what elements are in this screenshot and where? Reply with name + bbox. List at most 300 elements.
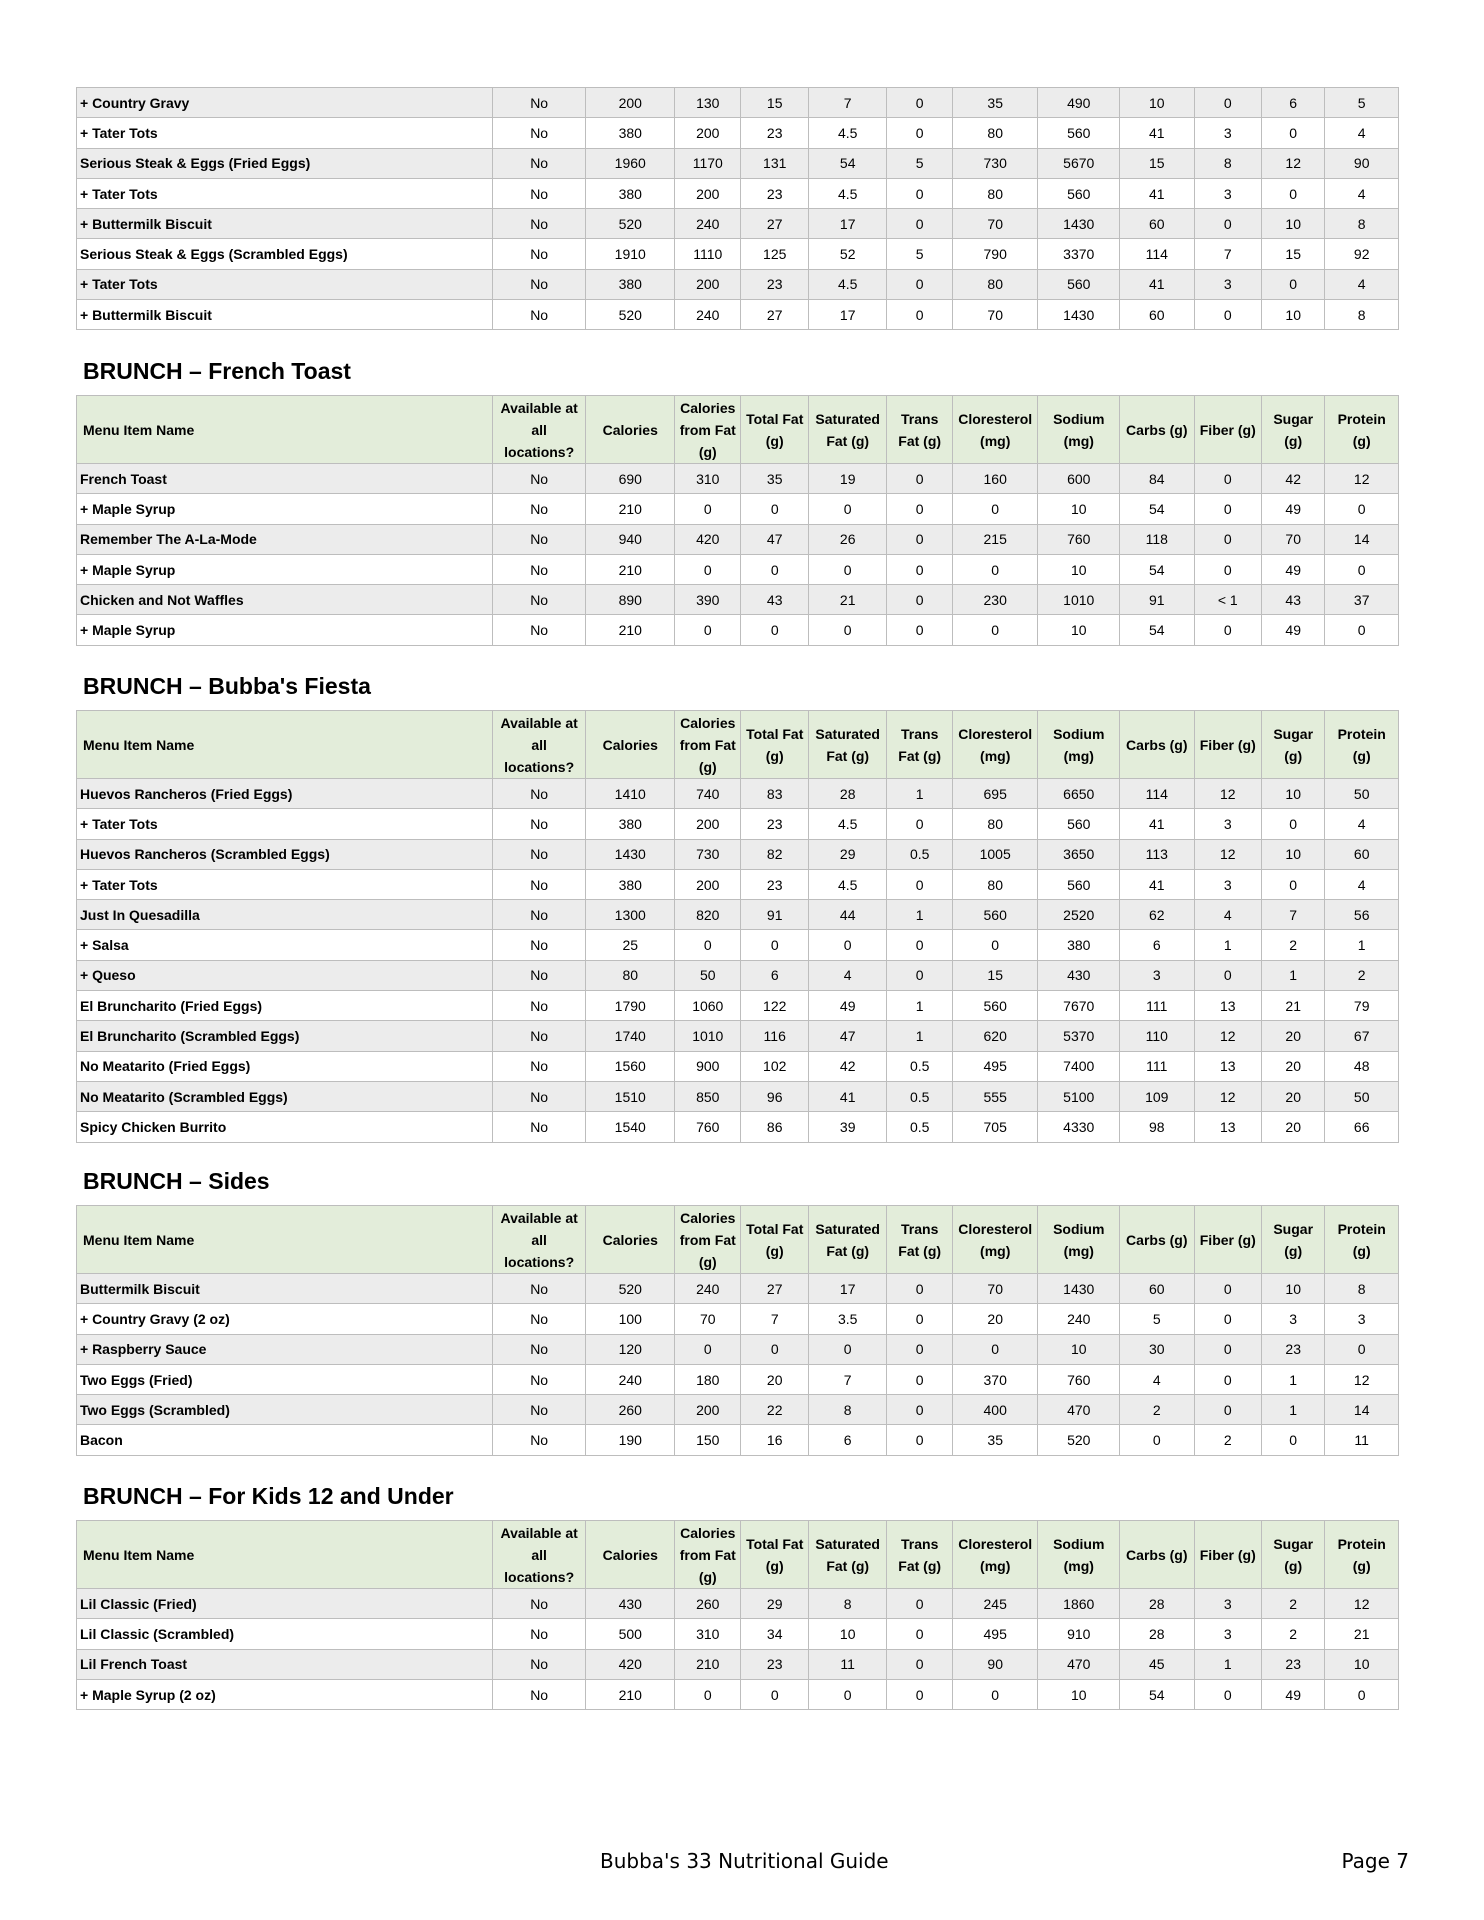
nutrition-value: 49 <box>808 991 887 1021</box>
nutrition-value: 0 <box>1194 1679 1261 1709</box>
nutrition-value: 1 <box>1261 960 1324 990</box>
menu-item-name: + Maple Syrup <box>77 615 493 645</box>
nutrition-value: 23 <box>741 1649 808 1679</box>
column-header: Total Fat (g) <box>741 1206 808 1274</box>
nutrition-value: 3 <box>1120 960 1195 990</box>
nutrition-value: 10 <box>1038 1334 1120 1364</box>
nutrition-value: 1430 <box>1038 209 1120 239</box>
nutrition-value: 560 <box>1038 118 1120 148</box>
nutrition-value: No <box>492 1021 586 1051</box>
nutrition-value: 37 <box>1325 585 1399 615</box>
table-row <box>77 524 1399 554</box>
table-row <box>77 1619 1399 1649</box>
nutrition-value: No <box>492 1364 586 1394</box>
menu-item-name: El Bruncharito (Scrambled Eggs) <box>77 1021 493 1051</box>
nutrition-value: 4 <box>1325 869 1399 899</box>
nutrition-value: 60 <box>1325 839 1399 869</box>
column-header: Menu Item Name <box>77 1206 493 1274</box>
nutrition-value: 1430 <box>1038 1274 1120 1304</box>
nutrition-value: 0 <box>1120 1425 1195 1455</box>
nutrition-value: 17 <box>808 209 887 239</box>
column-header: Sodium (mg) <box>1038 396 1120 464</box>
nutrition-value: 0 <box>1194 554 1261 584</box>
nutrition-value: 0 <box>808 1679 887 1709</box>
nutrition-value: 380 <box>586 269 675 299</box>
nutrition-value: No <box>492 900 586 930</box>
nutrition-value: 29 <box>808 839 887 869</box>
nutrition-value: 12 <box>1325 1364 1399 1394</box>
nutrition-value: 62 <box>1120 900 1195 930</box>
nutrition-value: 79 <box>1325 991 1399 1021</box>
nutrition-value: 0 <box>808 615 887 645</box>
menu-item-name: + Tater Tots <box>77 869 493 899</box>
menu-item-name: No Meatarito (Scrambled Eggs) <box>77 1081 493 1111</box>
nutrition-value: 4 <box>1325 118 1399 148</box>
nutrition-value: 23 <box>1261 1334 1324 1364</box>
nutrition-value: 44 <box>808 900 887 930</box>
nutrition-value: 2 <box>1261 930 1324 960</box>
nutrition-value: 1110 <box>675 239 741 269</box>
nutrition-value: 560 <box>1038 869 1120 899</box>
nutrition-value: 12 <box>1325 1589 1399 1619</box>
nutrition-value: 0 <box>741 554 808 584</box>
nutrition-value: 0 <box>887 178 952 208</box>
section-title: BRUNCH – For Kids 12 and Under <box>83 1483 454 1509</box>
table-row <box>77 269 1399 299</box>
nutrition-value: 60 <box>1120 209 1195 239</box>
nutrition-value: 1 <box>1325 930 1399 960</box>
nutrition-value: 23 <box>741 869 808 899</box>
nutrition-value: 7 <box>1261 900 1324 930</box>
nutrition-value: 35 <box>952 88 1038 118</box>
nutrition-value: 114 <box>1120 239 1195 269</box>
nutrition-value: 0 <box>952 554 1038 584</box>
nutrition-value: No <box>492 1679 586 1709</box>
nutrition-value: 0 <box>887 1649 952 1679</box>
nutrition-value: 0 <box>887 1334 952 1364</box>
nutrition-value: 560 <box>952 991 1038 1021</box>
nutrition-value: 80 <box>952 178 1038 208</box>
nutrition-value: No <box>492 1649 586 1679</box>
nutrition-value: 0.5 <box>887 1112 952 1142</box>
nutrition-value: 0 <box>887 1679 952 1709</box>
nutrition-value: No <box>492 1081 586 1111</box>
menu-item-name: Two Eggs (Fried) <box>77 1364 493 1394</box>
nutrition-value: 10 <box>808 1619 887 1649</box>
nutrition-value: 0 <box>887 1274 952 1304</box>
nutrition-value: 17 <box>808 1274 887 1304</box>
nutrition-value: 1910 <box>586 239 675 269</box>
nutrition-value: 210 <box>586 494 675 524</box>
nutrition-value: 10 <box>1120 88 1195 118</box>
nutrition-value: 0 <box>741 494 808 524</box>
nutrition-value: 116 <box>741 1021 808 1051</box>
nutrition-value: 1060 <box>675 991 741 1021</box>
nutrition-value: 470 <box>1038 1649 1120 1679</box>
nutrition-value: 10 <box>1038 554 1120 584</box>
nutrition-value: 41 <box>1120 809 1195 839</box>
nutrition-value: 6 <box>741 960 808 990</box>
menu-item-name: Bacon <box>77 1425 493 1455</box>
nutrition-value: 310 <box>675 1619 741 1649</box>
nutrition-value: 0 <box>887 1304 952 1334</box>
nutrition-value: 110 <box>1120 1021 1195 1051</box>
nutrition-value: 0 <box>741 1679 808 1709</box>
nutrition-value: 1860 <box>1038 1589 1120 1619</box>
table-row <box>77 839 1399 869</box>
column-header: Available at all locations? <box>492 1206 586 1274</box>
nutrition-value: 8 <box>808 1395 887 1425</box>
nutrition-value: 0 <box>675 615 741 645</box>
nutrition-value: 0 <box>887 554 952 584</box>
nutrition-value: 10 <box>1261 1274 1324 1304</box>
nutrition-value: 41 <box>1120 869 1195 899</box>
nutrition-value: No <box>492 88 586 118</box>
nutrition-value: 730 <box>675 839 741 869</box>
menu-item-name: + Queso <box>77 960 493 990</box>
nutrition-value: 2 <box>1261 1619 1324 1649</box>
table-row <box>77 178 1399 208</box>
nutrition-value: 790 <box>952 239 1038 269</box>
nutrition-value: 3 <box>1194 869 1261 899</box>
nutrition-value: 0.5 <box>887 1081 952 1111</box>
column-header: Available at all locations? <box>492 396 586 464</box>
nutrition-value: 240 <box>675 300 741 330</box>
nutrition-value: 0 <box>1325 494 1399 524</box>
nutrition-value: 3 <box>1194 809 1261 839</box>
menu-item-name: + Maple Syrup (2 oz) <box>77 1679 493 1709</box>
nutrition-table <box>76 395 1399 646</box>
nutrition-value: 90 <box>952 1649 1038 1679</box>
nutrition-value: 0 <box>887 1395 952 1425</box>
nutrition-value: 16 <box>741 1425 808 1455</box>
nutrition-value: 760 <box>675 1112 741 1142</box>
nutrition-value: 245 <box>952 1589 1038 1619</box>
table-header-row <box>77 1206 1399 1274</box>
nutrition-value: 0 <box>1325 615 1399 645</box>
nutrition-table <box>76 1205 1399 1456</box>
nutrition-value: 900 <box>675 1051 741 1081</box>
nutrition-value: 21 <box>1325 1619 1399 1649</box>
column-header: Calories <box>586 711 675 779</box>
nutrition-value: 0 <box>1194 1334 1261 1364</box>
nutrition-value: 215 <box>952 524 1038 554</box>
nutrition-value: 0 <box>887 960 952 990</box>
table-row <box>77 779 1399 809</box>
nutrition-value: No <box>492 300 586 330</box>
nutrition-value: 5 <box>1325 88 1399 118</box>
menu-item-name: Lil French Toast <box>77 1649 493 1679</box>
nutrition-value: 200 <box>675 118 741 148</box>
nutrition-value: 1430 <box>586 839 675 869</box>
nutrition-value: 45 <box>1120 1649 1195 1679</box>
nutrition-value: 1 <box>887 779 952 809</box>
nutrition-value: 70 <box>675 1304 741 1334</box>
table-row <box>77 1081 1399 1111</box>
nutrition-value: 520 <box>586 1274 675 1304</box>
nutrition-value: 90 <box>1325 148 1399 178</box>
nutrition-value: 1 <box>887 1021 952 1051</box>
column-header: Menu Item Name <box>77 711 493 779</box>
nutrition-value: 28 <box>808 779 887 809</box>
nutrition-value: < 1 <box>1194 585 1261 615</box>
nutrition-value: 890 <box>586 585 675 615</box>
table-row <box>77 900 1399 930</box>
table-row <box>77 300 1399 330</box>
nutrition-value: 1010 <box>675 1021 741 1051</box>
table-row <box>77 615 1399 645</box>
nutrition-value: 4.5 <box>808 269 887 299</box>
column-header: Sugar (g) <box>1261 711 1324 779</box>
nutrition-value: 15 <box>952 960 1038 990</box>
nutrition-value: 60 <box>1120 1274 1195 1304</box>
column-header: Total Fat (g) <box>741 396 808 464</box>
nutrition-value: 125 <box>741 239 808 269</box>
nutrition-value: 0 <box>887 209 952 239</box>
menu-item-name: French Toast <box>77 464 493 494</box>
nutrition-value: 50 <box>675 960 741 990</box>
nutrition-value: 8 <box>1325 209 1399 239</box>
nutrition-value: 1540 <box>586 1112 675 1142</box>
nutrition-value: 520 <box>586 209 675 239</box>
nutrition-value: 50 <box>1325 779 1399 809</box>
nutrition-value: 70 <box>1261 524 1324 554</box>
menu-item-name: + Buttermilk Biscuit <box>77 300 493 330</box>
nutrition-value: 12 <box>1261 148 1324 178</box>
nutrition-value: 4.5 <box>808 809 887 839</box>
column-header: Trans Fat (g) <box>887 396 952 464</box>
nutrition-value: 35 <box>952 1425 1038 1455</box>
column-header: Saturated Fat (g) <box>808 396 887 464</box>
table-row <box>77 1589 1399 1619</box>
nutrition-value: No <box>492 1619 586 1649</box>
nutrition-value: 66 <box>1325 1112 1399 1142</box>
nutrition-value: 8 <box>1325 300 1399 330</box>
nutrition-value: No <box>492 464 586 494</box>
menu-item-name: + Tater Tots <box>77 809 493 839</box>
menu-item-name: + Maple Syrup <box>77 554 493 584</box>
nutrition-value: 200 <box>675 269 741 299</box>
nutrition-value: 0 <box>741 615 808 645</box>
nutrition-value: 12 <box>1194 1081 1261 1111</box>
nutrition-value: 70 <box>952 300 1038 330</box>
nutrition-value: 2 <box>1120 1395 1195 1425</box>
nutrition-value: 0 <box>952 1679 1038 1709</box>
nutrition-value: 5370 <box>1038 1021 1120 1051</box>
nutrition-value: 54 <box>1120 554 1195 584</box>
nutrition-value: No <box>492 1304 586 1334</box>
nutrition-value: 113 <box>1120 839 1195 869</box>
column-header: Carbs (g) <box>1120 1521 1195 1589</box>
nutrition-value: 54 <box>1120 494 1195 524</box>
table-row <box>77 869 1399 899</box>
column-header: Saturated Fat (g) <box>808 1521 887 1589</box>
nutrition-value: 3 <box>1194 1589 1261 1619</box>
nutrition-value: 200 <box>586 88 675 118</box>
nutrition-value: 2520 <box>1038 900 1120 930</box>
nutrition-value: 20 <box>952 1304 1038 1334</box>
nutrition-value: 0 <box>1194 1304 1261 1334</box>
nutrition-value: 23 <box>1261 1649 1324 1679</box>
nutrition-value: 15 <box>1261 239 1324 269</box>
nutrition-value: 4 <box>1120 1364 1195 1394</box>
nutrition-value: 1960 <box>586 148 675 178</box>
section-title: BRUNCH – French Toast <box>83 358 351 384</box>
nutrition-value: 470 <box>1038 1395 1120 1425</box>
nutrition-value: 0 <box>1194 464 1261 494</box>
column-header: Sugar (g) <box>1261 1521 1324 1589</box>
nutrition-value: 380 <box>586 809 675 839</box>
column-header: Cloresterol (mg) <box>952 1206 1038 1274</box>
nutrition-value: 0 <box>1325 1679 1399 1709</box>
nutrition-value: 0 <box>887 1619 952 1649</box>
nutrition-value: 8 <box>1194 148 1261 178</box>
nutrition-value: 49 <box>1261 1679 1324 1709</box>
nutrition-value: 102 <box>741 1051 808 1081</box>
table-header-row <box>77 711 1399 779</box>
table-header-row <box>77 396 1399 464</box>
nutrition-value: 111 <box>1120 991 1195 1021</box>
nutrition-value: 11 <box>1325 1425 1399 1455</box>
nutrition-value: 98 <box>1120 1112 1195 1142</box>
nutrition-value: 5670 <box>1038 148 1120 178</box>
nutrition-value: 20 <box>1261 1112 1324 1142</box>
table-row <box>77 1112 1399 1142</box>
nutrition-value: 0 <box>887 494 952 524</box>
menu-item-name: Huevos Rancheros (Fried Eggs) <box>77 779 493 809</box>
nutrition-value: 210 <box>675 1649 741 1679</box>
nutrition-value: 52 <box>808 239 887 269</box>
table-header-row <box>77 1521 1399 1589</box>
nutrition-value: 1 <box>1261 1395 1324 1425</box>
nutrition-value: 12 <box>1194 839 1261 869</box>
nutrition-value: 83 <box>741 779 808 809</box>
nutrition-value: 20 <box>1261 1021 1324 1051</box>
nutrition-value: 54 <box>808 148 887 178</box>
column-header: Calories from Fat (g) <box>675 1521 741 1589</box>
nutrition-value: 240 <box>586 1364 675 1394</box>
nutrition-value: 80 <box>952 269 1038 299</box>
nutrition-table <box>76 710 1399 1143</box>
menu-item-name: Lil Classic (Scrambled) <box>77 1619 493 1649</box>
nutrition-value: 4 <box>1194 900 1261 930</box>
nutrition-value: 11 <box>808 1649 887 1679</box>
nutrition-value: 1 <box>887 991 952 1021</box>
nutrition-value: 7 <box>808 88 887 118</box>
nutrition-value: 0 <box>887 1425 952 1455</box>
nutrition-value: 42 <box>808 1051 887 1081</box>
nutrition-value: 49 <box>1261 615 1324 645</box>
nutrition-value: 0 <box>1325 554 1399 584</box>
nutrition-value: 13 <box>1194 1051 1261 1081</box>
column-header: Carbs (g) <box>1120 396 1195 464</box>
nutrition-value: 0 <box>887 585 952 615</box>
column-header: Trans Fat (g) <box>887 1206 952 1274</box>
menu-item-name: No Meatarito (Fried Eggs) <box>77 1051 493 1081</box>
nutrition-value: 0 <box>1261 869 1324 899</box>
table-row <box>77 118 1399 148</box>
nutrition-value: No <box>492 1112 586 1142</box>
nutrition-value: 3370 <box>1038 239 1120 269</box>
nutrition-value: 15 <box>1120 148 1195 178</box>
nutrition-value: 0 <box>887 1364 952 1394</box>
nutrition-value: 0 <box>808 1334 887 1364</box>
column-header: Cloresterol (mg) <box>952 396 1038 464</box>
table-row <box>77 1649 1399 1679</box>
nutrition-value: 0.5 <box>887 839 952 869</box>
nutrition-value: No <box>492 869 586 899</box>
nutrition-value: 5 <box>887 148 952 178</box>
table-row <box>77 1274 1399 1304</box>
nutrition-value: 1 <box>1261 1364 1324 1394</box>
nutrition-value: No <box>492 269 586 299</box>
menu-item-name: Huevos Rancheros (Scrambled Eggs) <box>77 839 493 869</box>
nutrition-value: 3 <box>1194 269 1261 299</box>
nutrition-value: 8 <box>1325 1274 1399 1304</box>
nutrition-value: 3.5 <box>808 1304 887 1334</box>
nutrition-value: 41 <box>1120 118 1195 148</box>
nutrition-value: 0 <box>808 930 887 960</box>
nutrition-value: 23 <box>741 269 808 299</box>
nutrition-value: 520 <box>1038 1425 1120 1455</box>
nutrition-value: 200 <box>675 869 741 899</box>
nutrition-value: 10 <box>1325 1649 1399 1679</box>
nutrition-value: 130 <box>675 88 741 118</box>
nutrition-value: 230 <box>952 585 1038 615</box>
nutrition-value: 86 <box>741 1112 808 1142</box>
column-header: Trans Fat (g) <box>887 711 952 779</box>
nutrition-value: 12 <box>1194 1021 1261 1051</box>
nutrition-value: 0 <box>1194 209 1261 239</box>
nutrition-value: 150 <box>675 1425 741 1455</box>
nutrition-value: 210 <box>586 1679 675 1709</box>
column-header: Menu Item Name <box>77 396 493 464</box>
column-header: Protein (g) <box>1325 396 1399 464</box>
table-row <box>77 88 1399 118</box>
nutrition-value: 520 <box>586 300 675 330</box>
column-header: Protein (g) <box>1325 711 1399 779</box>
nutrition-value: 4.5 <box>808 869 887 899</box>
nutrition-value: 28 <box>1120 1589 1195 1619</box>
nutrition-value: 6650 <box>1038 779 1120 809</box>
table-row <box>77 148 1399 178</box>
nutrition-value: No <box>492 930 586 960</box>
table-row <box>77 1364 1399 1394</box>
column-header: Sugar (g) <box>1261 396 1324 464</box>
nutrition-value: 200 <box>675 1395 741 1425</box>
column-header: Fiber (g) <box>1194 396 1261 464</box>
menu-item-name: Serious Steak & Eggs (Scrambled Eggs) <box>77 239 493 269</box>
menu-item-name: Buttermilk Biscuit <box>77 1274 493 1304</box>
nutrition-value: 1010 <box>1038 585 1120 615</box>
nutrition-value: 10 <box>1038 494 1120 524</box>
nutrition-value: 850 <box>675 1081 741 1111</box>
nutrition-value: 23 <box>741 178 808 208</box>
nutrition-value: 82 <box>741 839 808 869</box>
nutrition-value: 555 <box>952 1081 1038 1111</box>
nutrition-value: 430 <box>1038 960 1120 990</box>
nutrition-value: 3650 <box>1038 839 1120 869</box>
nutrition-value: 0 <box>1261 269 1324 299</box>
nutrition-value: 4 <box>1325 178 1399 208</box>
nutrition-value: No <box>492 524 586 554</box>
nutrition-value: 0 <box>675 930 741 960</box>
nutrition-value: 600 <box>1038 464 1120 494</box>
nutrition-value: 80 <box>952 869 1038 899</box>
nutrition-value: 560 <box>1038 809 1120 839</box>
nutrition-value: 0 <box>808 554 887 584</box>
column-header: Cloresterol (mg) <box>952 711 1038 779</box>
